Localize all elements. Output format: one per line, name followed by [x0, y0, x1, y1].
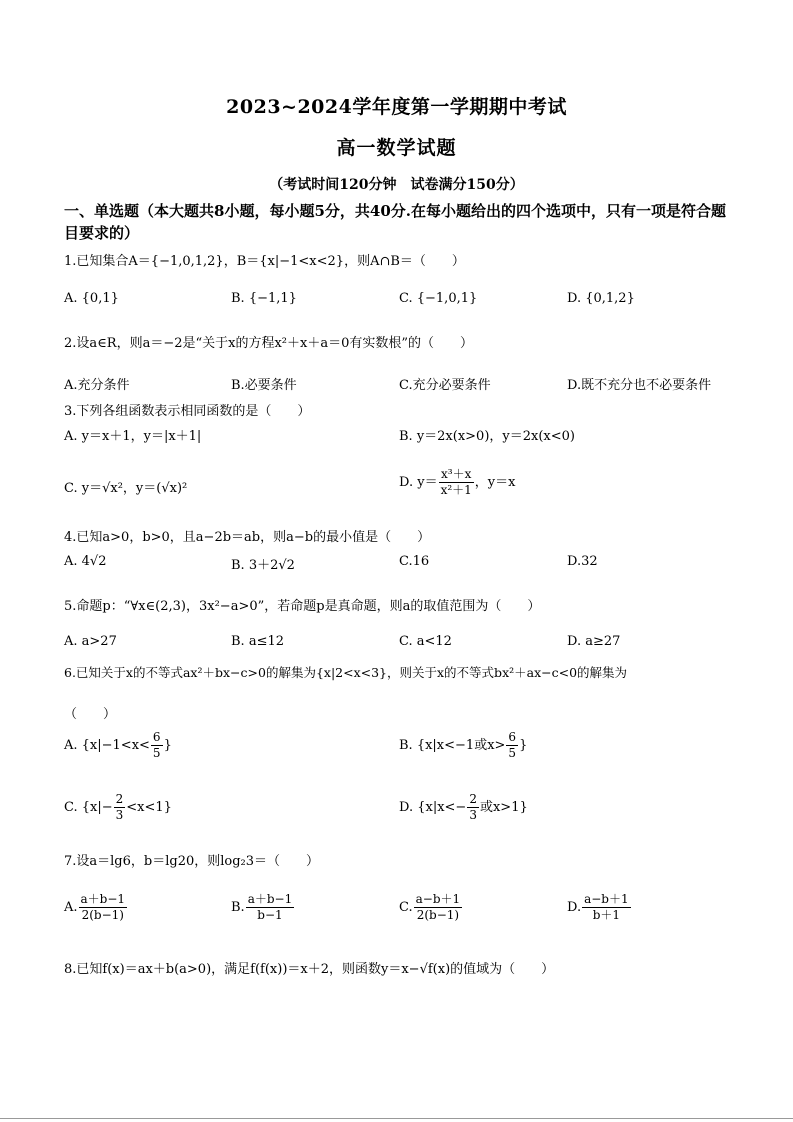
q6-option-d [399, 792, 528, 823]
page-bottom-divider [0, 1118, 793, 1119]
q3-d-prefix: D. y＝ [399, 475, 438, 490]
q3-d-numerator: x³＋x [439, 467, 474, 483]
question-1: 1.已知集合A＝{−1,0,1,2}，B＝{x|−1<x<2}，则A∩B＝（ ） [64, 254, 465, 269]
q7-option-b [231, 892, 295, 923]
q7-c-denominator: 2(b−1) [416, 908, 460, 922]
exam-title: 2023~2024学年度第一学期期中考试 [226, 96, 567, 118]
q6-c-suffix: <x<1} [126, 800, 172, 815]
q3-d-denominator: x²＋1 [440, 483, 472, 497]
q6-b-denominator: 5 [508, 746, 517, 760]
q3-option-c: C. y＝√x²，y＝(√x)² [64, 481, 188, 496]
q6-d-fraction [467, 792, 479, 823]
question-8: 8.已知f(x)＝ax＋b(a>0)，满足f(f(x))＝x＋2，则函数y＝x−√f(x)的值域为（ ） [64, 962, 555, 977]
q7-b-denominator: b−1 [257, 908, 283, 922]
q4-option-a: A. 4√2 [64, 554, 107, 569]
q1-option-c: C. {−1,0,1} [399, 291, 478, 306]
q7-b-numerator: a＋b−1 [247, 892, 293, 906]
q6-option-b [399, 730, 527, 761]
q6-b-suffix: } [519, 738, 528, 753]
q6-d-suffix: 或x>1} [479, 800, 528, 815]
q3-option-a: A. y＝x＋1，y＝|x＋1| [64, 429, 202, 444]
q7-c-prefix: C. [399, 900, 413, 915]
q6-b-prefix: B. {x|x<−1或x> [399, 738, 506, 753]
q5-option-b: B. a≤12 [231, 634, 285, 649]
q4-option-d: D.32 [567, 554, 598, 569]
q7-a-prefix: A. [64, 900, 78, 915]
q7-option-c [399, 892, 463, 923]
q7-b-prefix: B. [231, 900, 245, 915]
q6-b-numerator: 6 [508, 730, 517, 744]
q7-a-denominator: 2(b−1) [81, 908, 124, 922]
section-heading: 一、单选题（本大题共8小题，每小题5分，共40分.在每小题给出的四个选项中，只有一项是符合题目要求的） [64, 202, 726, 242]
q6-c-denominator: 3 [115, 808, 124, 822]
question-4: 4.已知a>0，b>0，且a−2b＝ab，则a−b的最小值是（ ） [64, 530, 431, 545]
q2-option-b: B.必要条件 [231, 378, 297, 393]
q6-b-fraction [506, 730, 518, 761]
q7-c-numerator: a−b＋1 [415, 892, 461, 906]
q2-option-d: D.既不充分也不必要条件 [567, 378, 712, 393]
exam-info: （考试时间120分钟 试卷满分150分） [269, 177, 524, 193]
q6-d-numerator: 2 [469, 792, 477, 806]
q3-option-d [399, 467, 515, 498]
q6-option-a [64, 730, 172, 761]
q2-option-a: A.充分条件 [64, 378, 130, 393]
q7-a-fraction [79, 892, 128, 923]
exam-subtitle: 高一数学试题 [336, 137, 457, 159]
q4-option-b: B. 3＋2√2 [231, 558, 295, 573]
question-2: 2.设a∈R，则a＝−2是“关于x的方程x²＋x＋a＝0有实数根”的（ ） [64, 336, 473, 351]
q7-d-prefix: D. [567, 900, 582, 915]
q3-d-fraction [439, 467, 474, 498]
question-7: 7.设a＝lg6，b＝lg20，则log₂3＝（ ） [64, 854, 320, 869]
q6-c-numerator: 2 [115, 792, 124, 806]
q7-d-fraction [582, 892, 631, 923]
q6-d-denominator: 3 [469, 808, 477, 822]
q6-a-denominator: 5 [152, 746, 161, 760]
q6-c-prefix: C. {x|− [64, 800, 113, 815]
q2-option-c: C.充分必要条件 [399, 378, 491, 393]
q6-a-numerator: 6 [152, 730, 161, 744]
q6-d-prefix: D. {x|x<− [399, 800, 467, 815]
q4-option-c: C.16 [399, 554, 430, 569]
q5-option-c: C. a<12 [399, 634, 452, 649]
q3-d-suffix: ，y＝x [474, 475, 516, 490]
question-5: 5.命题p：“∀x∈(2,3)，3x²−a>0”，若命题p是真命题，则a的取值范围为（ ） [64, 599, 541, 614]
q7-option-a [64, 892, 128, 923]
question-3: 3.下列各组函数表示相同函数的是（ ） [64, 404, 311, 419]
q6-option-c [64, 792, 172, 823]
q1-option-a: A. {0,1} [64, 291, 119, 306]
q6-a-fraction [151, 730, 163, 761]
q5-option-a: A. a>27 [64, 634, 117, 649]
q3-option-b: B. y＝2x(x>0)，y＝2x(x<0) [399, 429, 575, 444]
q6-a-prefix: A. {x|−1<x< [64, 738, 150, 753]
q1-option-d: D. {0,1,2} [567, 291, 635, 306]
q7-d-denominator: b＋1 [592, 908, 621, 922]
q5-option-d: D. a≥27 [567, 634, 621, 649]
q6-c-fraction [114, 792, 126, 823]
q7-a-numerator: a＋b−1 [80, 892, 126, 906]
q6-a-suffix: } [163, 738, 172, 753]
q1-option-b: B. {−1,1} [231, 291, 297, 306]
q7-b-fraction [246, 892, 295, 923]
question-6: 6.已知关于x的不等式ax²＋bx−c>0的解集为{x|2<x<3}，则关于x的不等式bx²＋ax−c<0的解集为 [64, 665, 628, 680]
q7-c-fraction [414, 892, 463, 923]
question-6-bracket: （ ） [64, 707, 117, 722]
q7-option-d [567, 892, 632, 923]
q7-d-numerator: a−b＋1 [584, 892, 629, 906]
